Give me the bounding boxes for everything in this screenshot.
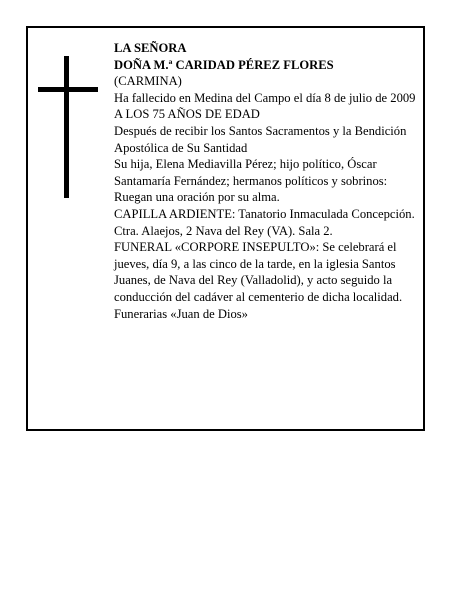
chapel-info: CAPILLA ARDIENTE: Tanatorio Inmaculada Concepción. Ctra. Alaejos, 2 Nava del Rey (VA). Sala 2.: [114, 206, 415, 238]
death-statement: Ha fallecido en Medina del Campo el día 8 de julio de 2009: [114, 90, 416, 105]
sacraments-statement: Después de recibir los Santos Sacramentos y la Bendición Apostólica de Su Santidad: [114, 123, 407, 155]
notice-heading: LA SEÑORA: [114, 41, 187, 55]
notice-text: [114, 40, 424, 322]
deceased-nickname: (CARMINA): [114, 74, 182, 89]
cross-horizontal-bar: [38, 87, 98, 92]
cross-vertical-bar: [64, 56, 69, 198]
age-statement: A LOS 75 AÑOS DE EDAD: [114, 107, 260, 122]
family-statement: Su hija, Elena Mediavilla Pérez; hijo político, Óscar Santamaría Fernández; hermanos políticos y sobrinos:: [114, 157, 388, 188]
obituary-notice: [26, 26, 425, 431]
cross-icon: [38, 56, 100, 198]
funeral-info: FUNERAL «CORPORE INSEPULTO»: Se celebrará el jueves, día 9, a las cinco de la tarde, en la iglesia Santos Juanes, de Nava del Rey (Valladolid), y acto seguido la conducción del cadáver al cementerio de dicha localidad.: [114, 240, 403, 304]
funeral-home: Funerarias «Juan de Dios»: [114, 306, 248, 321]
prayer-request: Ruegan una oración por su alma.: [114, 190, 280, 205]
deceased-name: DOÑA M.ª CARIDAD PÉREZ FLORES: [114, 57, 334, 72]
